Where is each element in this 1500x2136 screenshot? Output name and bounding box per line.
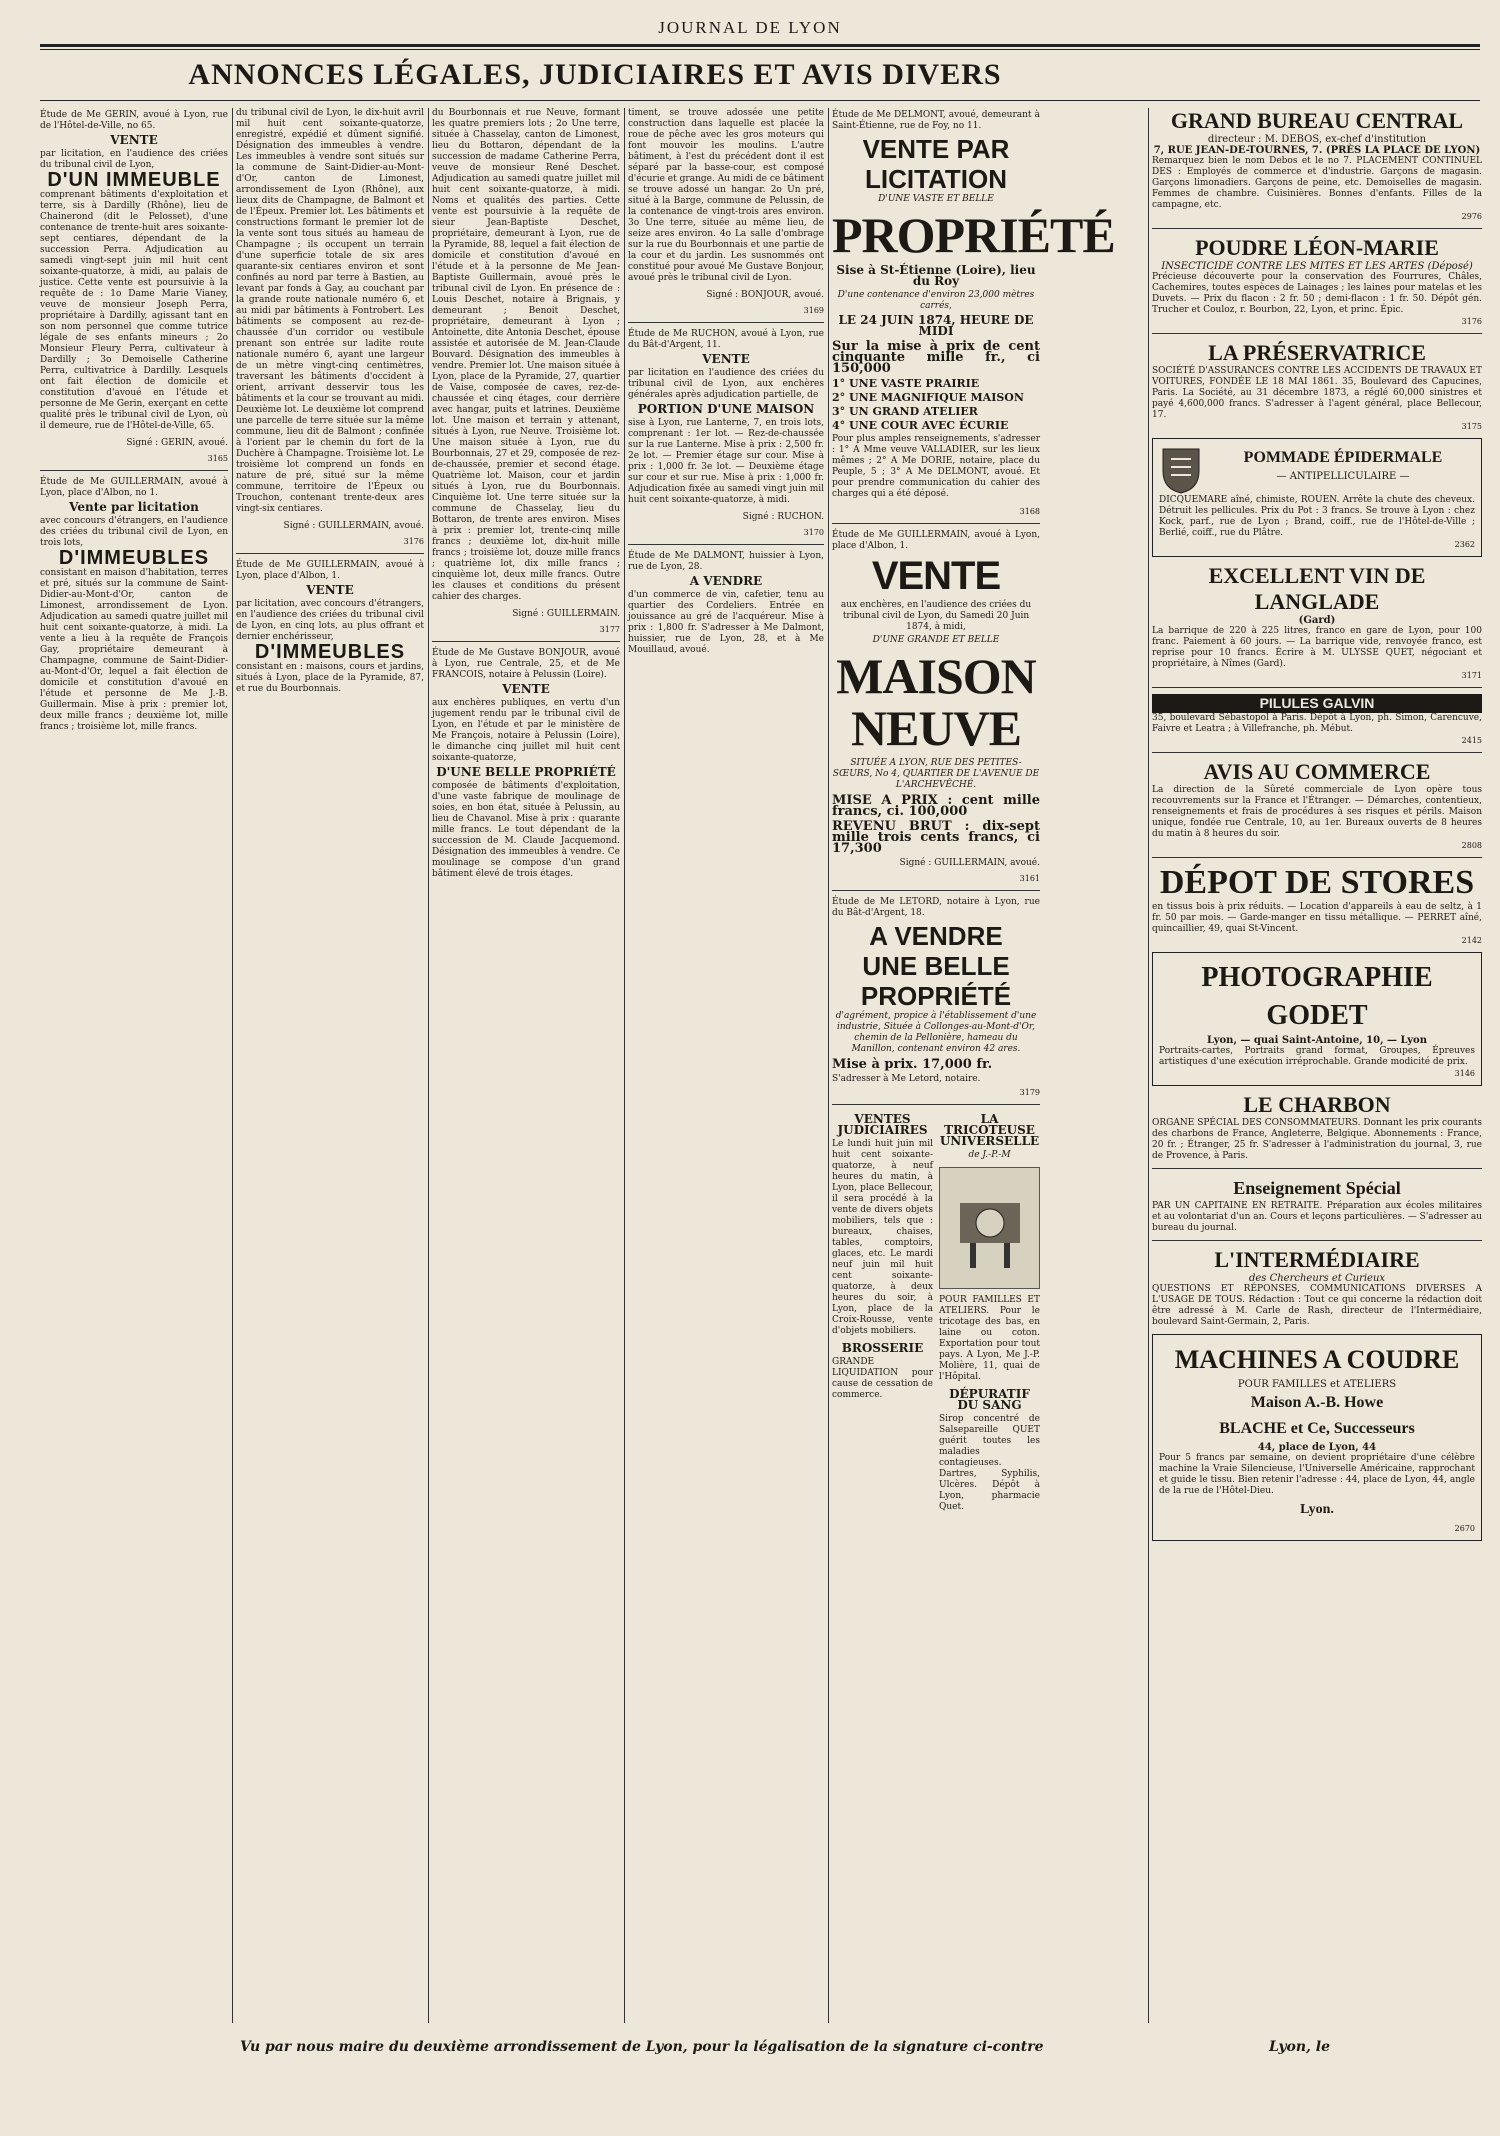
column-5 <box>832 108 1115 2023</box>
ad-vendre-title: A VENDRE <box>869 921 1003 951</box>
ad-address: 44, place de Lyon, 44 <box>1257 1442 1377 1453</box>
ad-number: 2415 <box>1461 736 1482 745</box>
ad-item: 4° UNE COUR AVEC ÉCURIE <box>832 419 1009 432</box>
notice-etude: Étude de Me GERIN, avoué à Lyon, rue de l'Hôtel-de-Ville, no 65. <box>40 110 228 131</box>
ad-body: Remarquez bien le nom Debos et le no 7. PLACEMENT CONTINUEL DES : Employés de commerce et d'industrie. Garçons de magasin. Garçons limonadiers. Garçons de peine, etc. Demoiselles de magasin. Femmes de chambre. Cuisinières. Bonnes d'enfants. Filles de la campagne, etc. <box>1152 156 1482 210</box>
ad-body: GRANDE LIQUIDATION pour cause de cessation de commerce. <box>832 1357 933 1400</box>
notice-etude: Étude de Me GUILLERMAIN, avoué à Lyon, place d'Albon, 1. <box>832 530 1040 551</box>
pommade-ad <box>1152 438 1482 557</box>
ad-successors: BLACHE et Ce, Successeurs <box>1219 1420 1415 1437</box>
divider <box>832 1104 1040 1105</box>
masthead-rule-thin <box>40 49 1480 50</box>
machines-a-coudre-ad <box>1152 1334 1482 1541</box>
ad-sub: SITUÉE A LYON, RUE DES PETITES-SŒURS, No 4, QUARTIER DE L'AVENUE DE L'ARCHEVÊCHÉ. <box>832 758 1040 790</box>
notice-property-title: PORTION D'UNE MAISON <box>637 402 815 416</box>
ad-title: MACHINES A COUDRE <box>1174 1345 1460 1374</box>
divider <box>1152 857 1482 858</box>
ad-banner: PILULES GALVIN <box>1152 694 1482 713</box>
ad-price: Mise à prix. 17,000 fr. <box>832 1057 993 1072</box>
ad-body: DICQUEMARE aîné, chimiste, ROUEN. Arrête la chute des cheveux. Détruit les pellicules. Prix du Pot : 3 francs. Se trouve à Lyon : chez Kock, parf., rue de Lyon ; Brand, coiff., rue de l'Hôtel-de-Ville ; Berlié, coiff., rue du Plâtre. <box>1159 495 1475 538</box>
divider <box>236 553 424 554</box>
notice-intro: par licitation, en l'audience des criées du tribunal civil de Lyon, <box>40 149 228 170</box>
divider <box>1152 1168 1482 1169</box>
ad-city: Lyon. <box>1300 1502 1334 1517</box>
notice-vente: Vente par licitation <box>69 500 199 514</box>
ad-title: POMMADE ÉPIDERMALE <box>1243 449 1443 466</box>
ad-body: POUR FAMILLES ET ATELIERS. Pour le tricotage des bas, en laine ou coton. Exportation pour tout pays. A Lyon, Me J.-P. Molière, 11, quai de l'Hôpital. <box>939 1295 1040 1382</box>
notice-vente: VENTE <box>702 352 750 366</box>
ad-item: 2° UNE MAGNIFIQUE MAISON <box>832 391 1024 404</box>
column-divider <box>428 108 429 2023</box>
notice-intro: par licitation, avec concours d'étrangers, en l'audience des criées du tribunal civil de Lyon, en cinq lots, au plus offrant et dernier enchérisseur, <box>236 599 424 642</box>
ad-title: BROSSERIE <box>841 1341 924 1355</box>
notice-body: comprenant bâtiments d'exploitation et terre, sis à Dardilly (Rhône), lieu de Chainerond (dit le Pelosset), d'une contenance de trente-huit ares soixante-sept centiares, dépendant de la succession Perra. Adjudication au samedi vingt-sept juin mil huit cent soixante-quatorze, à midi, au palais de justice. Cette vente est poursuivie à la requête de : 1o Dame Marie Vianey, veuve de monsieur Joseph Perra, propriétaire à Dardilly, agissant tant en son nom personnel que comme tutrice légale de ses enfants mineurs ; 2o Monsieur Fleury Perra, cultivateur à Dardilly ; 3o Demoiselle Catherine Perra, cultivatrice à Dardilly. Lesquels ont fait élection de domicile et constitution d'avoué en l'étude et personne de Me Gerin, exerçant en cette qualité près le tribunal civil de Lyon, où il demeure, rue de l'Hôtel-de-Ville, 65. <box>40 190 228 431</box>
divider <box>832 523 1040 524</box>
notice-vente: VENTE <box>306 583 354 597</box>
ad-title: LA PRÉSERVATRICE <box>1208 340 1426 365</box>
notice-property-title: D'UNE BELLE PROPRIÉTÉ <box>436 765 616 779</box>
divider <box>1152 687 1482 688</box>
ad-item: 3° UN GRAND ATELIER <box>832 405 978 418</box>
notice-intro: avec concours d'étrangers, en l'audience des criées du tribunal civil de Lyon, en trois lots, <box>40 516 228 548</box>
notice-property-title: D'IMMEUBLES <box>58 547 210 569</box>
notice-signature: Signé : GERIN, avoué. <box>126 438 228 448</box>
ad-body: Pour 5 francs par semaine, on devient propriétaire d'une célèbre machine la Vraie Silencieuse, l'Universelle Américaine, rapprochant et guide le tissu. Bien retenir l'adresse : 44, place de Lyon, 44, angle de la rue de l'Hôtel-Dieu. <box>1159 1453 1475 1496</box>
ad-number: 2808 <box>1461 841 1482 850</box>
section-rule <box>40 100 1480 101</box>
notice-vente: VENTE <box>502 682 550 696</box>
ad-number: 3176 <box>1461 317 1482 326</box>
notice-body: du Bourbonnais et rue Neuve, formant les quatre premiers lots ; 2o Une terre, située à Chasselay, canton de Limonest, lieu du Bottaron, dépendant de la succession de madame Catherine Perra, veuve de monsieur René Deschet. Adjudication au samedi quatre juillet mil huit cent soixante-quatorze, à midi. Noms et qualités des parties. Cette vente est poursuivie à la requête de sieur Jean-Baptiste Deschet, propriétaire, demeurant à Lyon, rue de la Pyramide, 88, lequel a fait élection de domicile et constitution d'avoué en l'étude et à la personne de Me Jean-Baptiste Guillermain, avoué près le tribunal civil de Lyon. En présence de : Louis Deschet, notaire à Brignais, y demeurant ; Benoit Deschet, propriétaire, demeurant à Lyon ; Antoinette, dite Antonia Deschet, épouse assistée et autorisée de M. Jean-Claude Bouvard. Désignation des immeubles à vendre. Premier lot. Une maison située à Lyon, place de la Pyramide, 27, quartier de Vaise, composée de caves, rez-de-chaussée et cinq étages, cour derrière avec hangar, puits et latrines. Deuxième lot. Une maison et terrain y attenant, situés à Lyon, rue Neuve. Troisième lot. Une maison située à Lyon, rue du Bourbonnais, 27 et 29, composée de rez-de-chaussée, premier et second étage. Quatrième lot. Maison, cour et jardin situés à Lyon, rue du Bourbonnais. Cinquième lot. Une terre située sur la commune de Chasselay, lieu du Bottaron, de trente ares environ. Mises à prix : premier lot, trente-cinq mille francs ; deuxième lot, dix-huit mille francs ; troisième lot, douze mille francs ; quatrième lot, dix mille francs ; cinquième lot, deux mille francs. Outre les clauses et conditions du présent cahier des charges. <box>432 108 620 602</box>
divider <box>1152 333 1482 334</box>
notice-property-title: A VENDRE <box>689 574 763 588</box>
notice-etude: Étude de Me DALMONT, huissier à Lyon, rue de Lyon, 28. <box>628 551 824 572</box>
column-divider <box>624 108 625 2023</box>
notice-number: 3176 <box>403 537 424 546</box>
knitting-machine-illustration <box>939 1167 1040 1289</box>
notice-body: du tribunal civil de Lyon, le dix-huit avril mil huit cent soixante-quatorze, enregistré, expédié et dûment signifié. Désignation des immeubles à vendre. Les immeubles à vendre sont situés sur la commune de Saint-Didier-au-Mont-d'Or, canton de Limonest, arrondissement de Lyon (Rhône), aux lieux dits de Champagne, de Balmont et de l'Épeux. Premier lot. Les bâtiments et constructions formant le premier lot de la vente sont tous situés au hameau de Champagne ; ils occupent un terrain d'une superficie totale de six ares quarante-six centiares environ et sont confinés au nord par terre à Bastien, au levant par fonds à Gay, au couchant par la grande route nationale numéro 6, et au midi par bâtiments à Fontrobert. Les bâtiments se composent au rez-de-chaussée d'un corridor ou vestibule prenant son entrée sur ladite route nationale numéro 6, ayant une largeur de un mètre vingt-cinq centimètres, traversant les bâtiments d'occident à orient, arrivant desservir tous les bâtiments et la cour se trouvant au midi. Deuxième lot. Le deuxième lot comprend une parcelle de terre située sur la même commune, lieu dit de Balmont ; confinée à l'orient par le chemin du fort de la Duchère à Champagne. Troisième lot. Le troisième lot comprend un fonds en nature de pré, situé sur la même commune, territoire de l'Épeux ou Trouchon, contenant trente-deux ares vingt-six centiares. <box>236 108 424 514</box>
divider <box>628 322 824 323</box>
ad-body: en tissus bois à prix réduits. — Location d'appareils à eau de seltz, à 1 fr. 50 par mois. — Garde-manger en tissu métallique. — PERRET aîné, quincaillier, 49, quai St-Vincent. <box>1152 902 1482 934</box>
ad-sub: POUR FAMILLES et ATELIERS <box>1237 1379 1397 1390</box>
ad-revenue: REVENU BRUT : dix-sept mille trois cents francs, ci 17,300 <box>832 819 1040 856</box>
notice-signature: Signé : RUCHON. <box>742 512 824 522</box>
divider <box>832 890 1040 891</box>
notice-body: timent, se trouve adossée une petite construction dans laquelle est placée la roue de pêche avec les gros moteurs qui font mouvoir les moulins. L'autre bâtiment, à l'est du précédent dont il est séparé par la basse-cour, est composé d'écurie et grange. Au midi de ce bâtiment se trouve adossé un hangar. 2o Un pré, situé à la Barge, commune de Pelussin, de la contenance de vingt-trois ares environ. 3o Une terre, située au même lieu, de seize ares environ. 4o La salle d'ombrage sur la rue du Bourbonnais et une partie de la cour et du jardin. Les susnommés ont constitué pour avoué Me Gustave Bonjour, avoué près le tribunal civil de Lyon. <box>628 108 824 283</box>
ad-item: 1° UNE VASTE PRAIRIE <box>832 377 980 390</box>
ad-body: ORGANE SPÉCIAL DES CONSOMMATEURS. Donnant les prix courants des charbons de France, Angleterre, Belgique. Abonnements : France, 20 fr. ; Étranger, 25 fr. S'adresser à l'administration du journal, 3, rue de Provence, à Paris. <box>1152 1118 1482 1161</box>
ad-body: Le lundi huit juin mil huit cent soixante-quatorze, à neuf heures du matin, à Lyon, place Bellecour, il sera procédé à la vente de divers objets mobiliers, tels que : bureaux, chaises, tables, comptoirs, glaces, etc. Le mardi neuf juin mil huit cent soixante-quatorze, à deux heures du soir, à Lyon, place de la Croix-Rousse, vente d'objets mobiliers. <box>832 1139 933 1336</box>
ad-sub: INSECTICIDE CONTRE LES MITES ET LES ARTES (Déposé) <box>1161 261 1473 272</box>
notice-number: 3177 <box>599 625 620 634</box>
notice-number: 3169 <box>803 306 824 315</box>
ad-body: Sirop concentré de Salsepareille QUET guérit toutes les maladies contagieuses. Dartres, Syphilis, Ulcères. Dépôt à Lyon, pharmacie Quet. <box>939 1414 1040 1512</box>
ad-number: 2670 <box>1454 1524 1475 1533</box>
ad-title: L'INTERMÉDIAIRE <box>1214 1247 1420 1272</box>
tricoteuse-ad <box>939 1111 1040 1519</box>
notice-body: consistant en : maisons, cours et jardins, situés à Lyon, place de la Pyramide, 87, et rue du Bourbonnais. <box>236 662 424 694</box>
notice-body: consistant en maison d'habitation, terres et pré, situés sur la commune de Saint-Didier-au-Mont-d'Or, canton de Limonest, arrondissement de Lyon. Adjudication au samedi quatre juillet mil huit cent soixante-quatorze, à midi. La vente a lieu à la requête de François Gay, propriétaire demeurant à Champagne, commune de Saint-Didier-au-Mont-d'Or, lequel a fait élection de domicile et constitution d'avoué en l'étude et personne de Me J.-B. Guillermain. Mise à prix : premier lot, deux mille francs ; deuxième lot, mille francs ; troisième lot, mille francs. <box>40 568 228 732</box>
divider <box>1152 228 1482 229</box>
ad-body: SOCIÉTÉ D'ASSURANCES CONTRE LES ACCIDENTS DE TRAVAUX ET VOITURES, FONDÉE LE 18 MAI 1861. 35, Boulevard des Capucines, Paris. La Société, au 31 décembre 1873, a réglé 60,000 sinistres et payé 4,600,000 francs. S'adresser à l'agent général, place Bellecour, 17. <box>1152 366 1482 420</box>
column-2 <box>236 108 424 2023</box>
ad-title: VENTES JUDICIAIRES <box>837 1112 928 1137</box>
notice-property-title: D'UN IMMEUBLE <box>47 169 221 191</box>
ad-number: 2362 <box>1454 540 1475 549</box>
notice-signature: Signé : GUILLERMAIN. <box>512 609 620 619</box>
ad-title: EXCELLENT VIN DE LANGLADE <box>1208 563 1426 614</box>
ad-vente-sub: D'UNE VASTE ET BELLE <box>878 194 994 204</box>
notice-number: 3170 <box>803 528 824 537</box>
ad-vente-title: VENTE PAR LICITATION <box>862 134 1010 194</box>
notice-body: sise à Lyon, rue Lanterne, 7, en trois lots, comprenant : 1er lot. — Rez-de-chaussée sur la rue Lanterne. Mise à prix : 2,500 fr. 2e lot. — Premier étage sur cour. Mise à prix : 1,000 fr. 3e lot. — Deuxième étage sur cour et sur rue. Mise à prix : 1,000 fr. Adjudication fixée au samedi vingt juin mil huit cent soixante-quatorze, à midi. <box>628 418 824 505</box>
column-divider <box>1148 108 1149 2023</box>
section-title: ANNONCES LÉGALES, JUDICIAIRES ET AVIS DIVERS <box>188 58 1002 91</box>
ad-location-sub: D'une contenance d'environ 23,000 mètres carrés, <box>837 290 1035 311</box>
footer <box>40 2035 1480 2065</box>
column-divider <box>828 108 829 2023</box>
notice-intro: aux enchères publiques, en vertu d'un jugement rendu par le tribunal civil de Lyon, en l'étude et par le ministère de Me François, notaire à Pelussin (Loire), le dimanche cinq juillet mil huit cent soixante-quatorze, <box>432 698 620 763</box>
notice-intro: par licitation en l'audience des criées du tribunal civil de Lyon, aux enchères générales après adjudication partielle, de <box>628 368 824 400</box>
ad-address: Lyon, — quai Saint-Antoine, 10, — Lyon <box>1207 1035 1427 1046</box>
divider <box>1152 1240 1482 1241</box>
coat-of-arms-icon <box>1159 445 1203 495</box>
ad-title: POUDRE LÉON-MARIE <box>1195 235 1439 260</box>
notice-etude: Étude de Me LETORD, notaire à Lyon, rue du Bât-d'Argent, 18. <box>832 897 1040 918</box>
machine-icon <box>950 1183 1030 1273</box>
ad-maison-title: MAISON NEUVE <box>836 648 1036 756</box>
ad-contact: S'adresser à Me Letord, notaire. <box>832 1074 981 1084</box>
notice-body: Pour plus amples renseignements, s'adresser : 1° A Mme veuve VALLADIER, sur les lieux mêmes ; 2° A Me DORIE, notaire, place du Peuple, 5 ; 3° A Me DELMONT, avoué. Et pour prendre communication du cahier des charges qui a été déposé. <box>832 434 1040 499</box>
notice-body: d'un commerce de vin, cafetier, tenu au quartier des Cordeliers. Entrée en jouissance au gré de l'acquéreur. Mise à prix : 1,800 fr. S'adresser à Me Dalmont, huissier, rue de Lyon, 28, et à Me Mouillaud, avoué. <box>628 590 824 655</box>
ad-body: La barrique de 220 à 225 litres, franco en gare de Lyon, pour 100 franc. Paiement à 60 jours. — La barrique vide, renvoyée franco, est reprise pour 10 francs. Écrire à M. ULYSSE QUET, négociant et propriétaire, à Nîmes (Gard). <box>1152 626 1482 669</box>
notice-etude: Étude de Me RUCHON, avoué à Lyon, rue du Bât-d'Argent, 11. <box>628 329 824 350</box>
ad-number: 3146 <box>1454 1069 1475 1078</box>
notice-etude: Étude de Me Gustave BONJOUR, avoué à Lyon, rue Centrale, 25, et de Me FRANCOIS, notaire à Pelussin (Loire). <box>432 648 620 680</box>
ad-location: Sise à St-Étienne (Loire), lieu du Roy <box>836 263 1036 288</box>
ad-sub: D'UNE GRANDE ET BELLE <box>872 635 1000 645</box>
divider <box>1152 752 1482 753</box>
footer-date-line: Lyon, le <box>1269 2039 1330 2055</box>
ad-sub: (Gard) <box>1298 615 1336 626</box>
masthead: JOURNAL DE LYON <box>658 18 842 37</box>
notice-number: 3168 <box>1019 507 1040 516</box>
notice-number: 3179 <box>1019 1088 1040 1097</box>
column-4 <box>628 108 824 2023</box>
notice-signature: Signé : GUILLERMAIN, avoué. <box>283 521 424 531</box>
ad-title: DÉPURATIF DU SANG <box>949 1387 1030 1412</box>
ad-title: GRAND BUREAU CENTRAL <box>1170 108 1464 133</box>
notice-etude: Étude de Me GUILLERMAIN, avoué à Lyon, place d'Albon, no 1. <box>40 477 228 498</box>
notice-number: 3161 <box>1019 874 1040 883</box>
ad-vente-title: VENTE <box>871 554 1001 598</box>
ad-title: AVIS AU COMMERCE <box>1203 759 1431 784</box>
divider <box>628 544 824 545</box>
ad-number: 2142 <box>1461 936 1482 945</box>
footer-legalisation: Vu par nous maire du deuxième arrondissement de Lyon, pour la légalisation de la signature ci-contre <box>240 2039 1044 2055</box>
ad-date: LE 24 JUIN 1874, HEURE DE MIDI <box>838 313 1034 338</box>
ad-body: QUESTIONS ET RÉPONSES, COMMUNICATIONS DIVERSES A L'USAGE DE TOUS. Rédaction : Tout ce qui concerne la rédaction doit être adressé à M. Carle de Rash, directeur de l'Intermédiaire, boulevard Saint-Germain, 2, Paris. <box>1152 1284 1482 1327</box>
column-3 <box>432 108 620 2023</box>
notice-etude: Étude de Me GUILLERMAIN, avoué à Lyon, place d'Albon, 1. <box>236 560 424 581</box>
ad-sub: d'agrément, propice à l'établissement d'une industrie, Située à Collonges-au-Mont-d'Or, chemin de la Pellonière, hameau du Manillon, contenant environ 42 ares. <box>835 1011 1037 1054</box>
ad-body: 35, boulevard Sébastopol à Paris. Dépôt à Lyon, ph. Simon, Carencuve, Faivre et Leatra ; à Villefranche, ph. Mébut. <box>1152 713 1482 734</box>
notice-signature: Signé : BONJOUR, avoué. <box>706 290 824 300</box>
ad-sub: de J.-P.-M <box>968 1150 1011 1160</box>
column-1 <box>40 108 228 2023</box>
ad-sub: — ANTIPELLICULAIRE — <box>1276 471 1410 482</box>
notice-etude: Étude de Me DELMONT, avoué, demeurant à Saint-Étienne, rue de Foy, no 11. <box>832 110 1040 131</box>
ad-body: La direction de la Sûreté commerciale de Lyon opère tous recouvrements sur la France et l'Étranger. — Démarches, contentieux, renseignements et frais de procédures à ses risques et périls. Maison unique, fondée rue Centrale, 10, au 1er. Bureaux ouverts de 8 heures du matin à 8 heures du soir. <box>1152 785 1482 839</box>
column-6 <box>1152 108 1482 2023</box>
bottom-ads-row <box>832 1111 1040 1519</box>
ad-sub: directeur : M. DEBOS, ex-chef d'institution <box>1207 134 1427 145</box>
ad-number: 2976 <box>1461 212 1482 221</box>
ad-price: MISE A PRIX : cent mille francs, ci. 100,000 <box>832 793 1040 819</box>
ad-title: DÉPOT DE STORES <box>1159 864 1475 901</box>
ventes-judiciaires <box>832 1111 933 1519</box>
ad-propriete-title: PROPRIÉTÉ <box>832 207 1115 263</box>
photographie-ad <box>1152 952 1482 1086</box>
ad-house: Maison A.-B. Howe <box>1250 1394 1384 1411</box>
column-divider <box>232 108 233 2023</box>
ad-body: Portraits-cartes, Portraits grand format, Groupes, Épreuves artistiques d'une exécution irréprochable. Grande modicité de prix. <box>1159 1046 1475 1067</box>
notice-property-title: D'IMMEUBLES <box>254 641 406 663</box>
ad-title: PHOTOGRAPHIE GODET <box>1201 962 1433 1031</box>
ad-title: Enseignement Spécial <box>1233 1178 1401 1198</box>
masthead-rule-thick <box>40 44 1480 47</box>
ad-price: Sur la mise à prix de cent cinquante mille fr., ci 150,000 <box>832 339 1040 376</box>
divider <box>40 470 228 471</box>
notice-vente: VENTE <box>110 133 158 147</box>
notice-intro: aux enchères, en l'audience des criées du tribunal civil de Lyon, du Samedi 20 Juin 1874, à midi, <box>840 600 1032 632</box>
divider <box>432 641 620 642</box>
ad-title: LE CHARBON <box>1243 1092 1391 1117</box>
ad-propriete-title: UNE BELLE PROPRIÉTÉ <box>860 951 1012 1011</box>
ad-title: LA TRICOTEUSE UNIVERSELLE <box>939 1112 1040 1148</box>
ad-address: 7, RUE JEAN-DE-TOURNES, 7. (PRÈS LA PLACE DE LYON) <box>1153 145 1481 156</box>
ad-number: 3175 <box>1461 422 1482 431</box>
notice-number: 3165 <box>207 454 228 463</box>
ad-number: 3171 <box>1461 671 1482 680</box>
ad-body: Précieuse découverte pour la conservation des Fourrures, Châles, Cachemires, toutes espèces de Lainages ; les laines pour matelas et les Duvets. — Prix du flacon : 2 fr. 50 ; demi-flacon : 1 fr. 50. Dépôt gén. Trucher et Couloz, r. Bourbon, 22, Lyon, et princ. Épic. <box>1152 272 1482 315</box>
notice-signature: Signé : GUILLERMAIN, avoué. <box>899 858 1040 868</box>
ad-body: PAR UN CAPITAINE EN RETRAITE. Préparation aux écoles militaires et au volontariat d'un an. Cours et leçons particulières. — S'adresser au bureau du journal. <box>1152 1201 1482 1233</box>
notice-body: composée de bâtiments d'exploitation, d'une vaste fabrique de moulinage de soies, en bon état, située à Pelussin, au lieu de Chavanol. Mise à prix : quarante mille francs. Le tout dépendant de la succession de M. Claude Jacquemond. Désignation des immeubles à vendre. Ce moulinage se compose d'un grand bâtiment élevé de trois étages. <box>432 781 620 879</box>
ad-sub: des Chercheurs et Curieux <box>1248 1273 1386 1284</box>
